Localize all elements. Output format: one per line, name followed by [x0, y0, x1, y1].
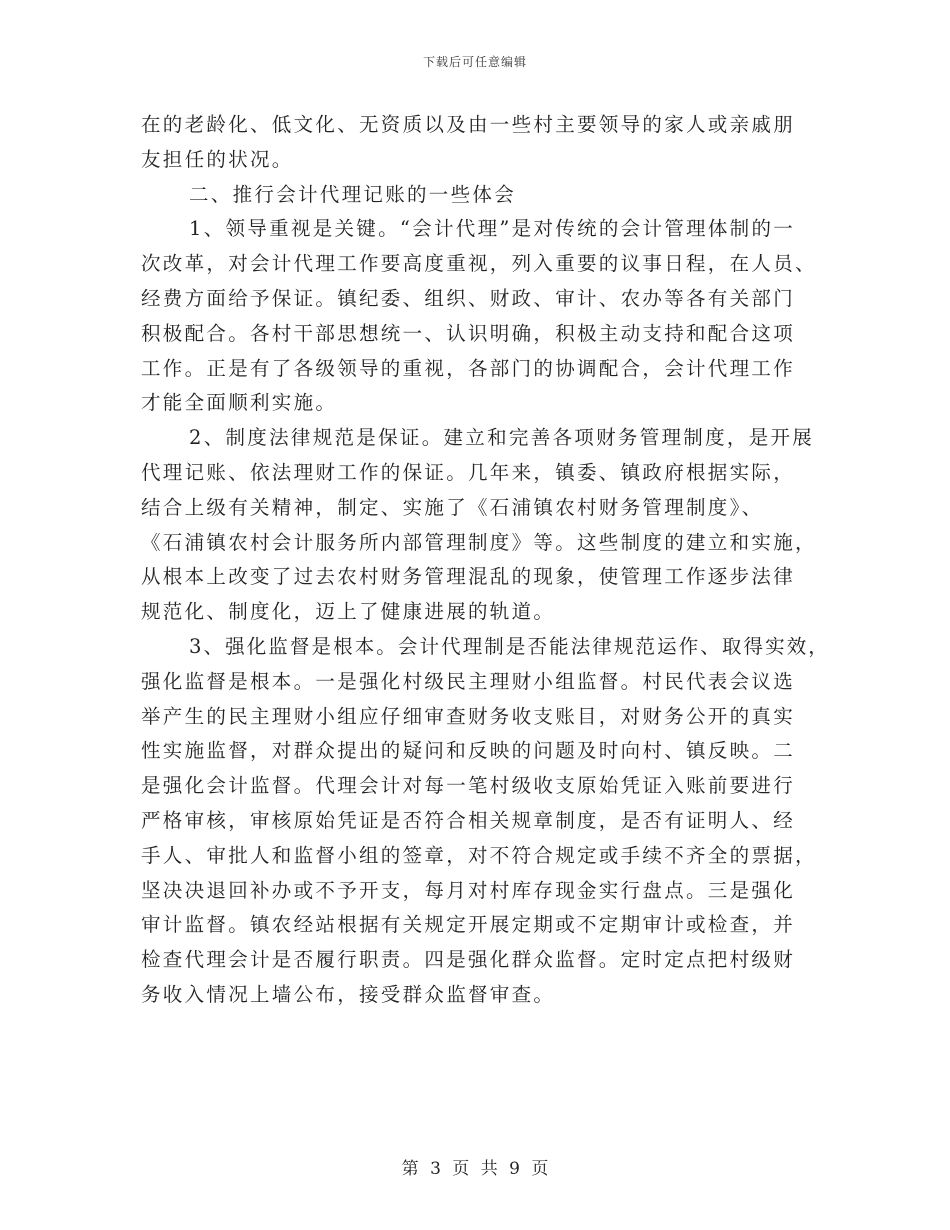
text-line: 在的老龄化、低文化、无资质以及由一些村主要领导的家人或亲戚朋	[141, 113, 796, 136]
page-number: 第 3 页 共 9 页	[401, 1159, 549, 1179]
text-line: 3、强化监督是根本。会计代理制是否能法律规范运作、取得实效，	[189, 634, 830, 658]
text-line: 从根本上改变了过去农村财务管理混乱的现象，使管理工作逐步法律	[141, 565, 796, 589]
text-line: 规范化、制度化，迈上了健康进展的轨道。	[141, 600, 556, 624]
text-line: 性实施监督，对群众提出的疑问和反映的问题及时向村、镇反映。二	[141, 739, 796, 763]
text-line: 才能全面顺利实施。	[141, 391, 338, 415]
text-line: 1、领导重视是关键。“会计代理”是对传统的会计管理体制的一	[189, 217, 796, 241]
text-line: 友担任的状况。	[141, 147, 294, 171]
text-line: 工作。正是有了各级领导的重视，各部门的协调配合，会计代理工作	[141, 356, 796, 380]
text-line: 严格审核，审核原始凭证是否符合相关规章制度，是否有证明人、经	[141, 808, 796, 832]
text-line: 举产生的民主理财小组应仔细审查财务收支账目，对财务公开的真实	[141, 704, 796, 728]
text-line: 审计监督。镇农经站根据有关规定开展定期或不定期审计或检查，并	[141, 913, 796, 937]
text-line: 检查代理会计是否履行职责。四是强化群众监督。定时定点把村级财	[141, 948, 796, 972]
text-line: 强化监督是根本。一是强化村级民主理财小组监督。村民代表会议选	[141, 669, 796, 693]
section-heading: 二、推行会计代理记账的一些体会	[189, 182, 517, 206]
text-line: 2、制度法律规范是保证。建立和完善各项财务管理制度，是开展	[189, 426, 815, 450]
document-body	[141, 108, 831, 1013]
text-line: 《石浦镇农村会计服务所内部管理制度》等。这些制度的建立和实施，	[141, 530, 817, 554]
text-line: 代理记账、依法理财工作的保证。几年来，镇委、镇政府根据实际，	[141, 460, 796, 484]
page-header: 下载后可任意编辑	[422, 55, 527, 69]
text-line: 次改革，对会计代理工作要高度重视，列入重要的议事日程，在人员、	[141, 252, 817, 276]
text-line: 务收入情况上墙公布，接受群众监督审查。	[141, 982, 556, 1006]
text-line: 坚决决退回补办或不予开支，每月对村库存现金实行盘点。三是强化	[141, 878, 796, 902]
text-line: 结合上级有关精神，制定、实施了《石浦镇农村财务管理制度》、	[141, 495, 764, 519]
text-line: 手人、审批人和监督小组的签章，对不符合规定或手续不齐全的票据，	[141, 843, 817, 867]
text-line: 积极配合。各村干部思想统一、认识明确，积极主动支持和配合这项	[141, 321, 796, 345]
text-line: 是强化会计监督。代理会计对每一笔村级收支原始凭证入账前要进行	[141, 774, 796, 798]
text-line: 经费方面给予保证。镇纪委、组织、财政、审计、农办等各有关部门	[141, 286, 796, 310]
